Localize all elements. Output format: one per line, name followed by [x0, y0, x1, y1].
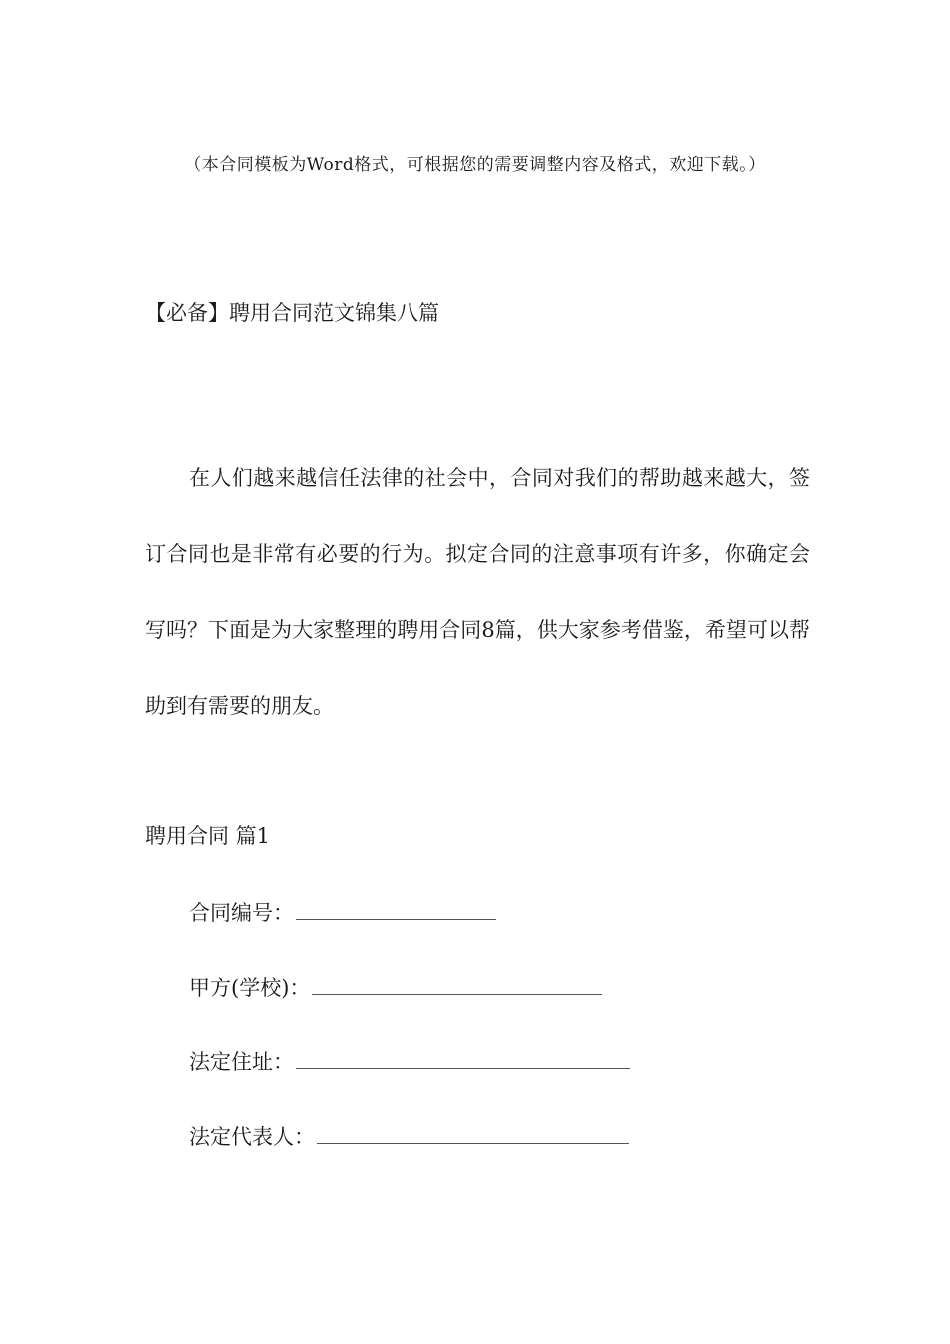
template-note: （本合同模板为Word格式，可根据您的需要调整内容及格式，欢迎下载。） [184, 155, 766, 175]
fill-in-blank[interactable] [296, 901, 496, 920]
party-a-field [189, 972, 602, 1002]
fill-in-blank[interactable] [317, 1125, 629, 1144]
legal-address-field [189, 1046, 630, 1076]
contract-number-field [189, 897, 496, 927]
fill-in-blank[interactable] [312, 976, 602, 995]
document-title: 【必备】聘用合同范文锦集八篇 [145, 301, 439, 325]
field-label: 法定代表人： [189, 1125, 315, 1149]
field-label: 合同编号： [189, 901, 294, 925]
intro-paragraph: 在人们越来越信任法律的社会中，合同对我们的帮助越来越大，签订合同也是非常有必要的行为。拟定合同的注意事项有许多，你确定会写吗？下面是为大家整理的聘用合同8篇，供大家参考借鉴，希望可以帮助到有需要的朋友。 [145, 466, 810, 718]
fill-in-blank[interactable] [296, 1050, 630, 1069]
field-label: 甲方(学校)： [189, 976, 311, 1000]
field-label: 法定住址： [189, 1050, 294, 1074]
legal-representative-field [189, 1121, 629, 1151]
section-title: 聘用合同 篇1 [145, 824, 271, 848]
